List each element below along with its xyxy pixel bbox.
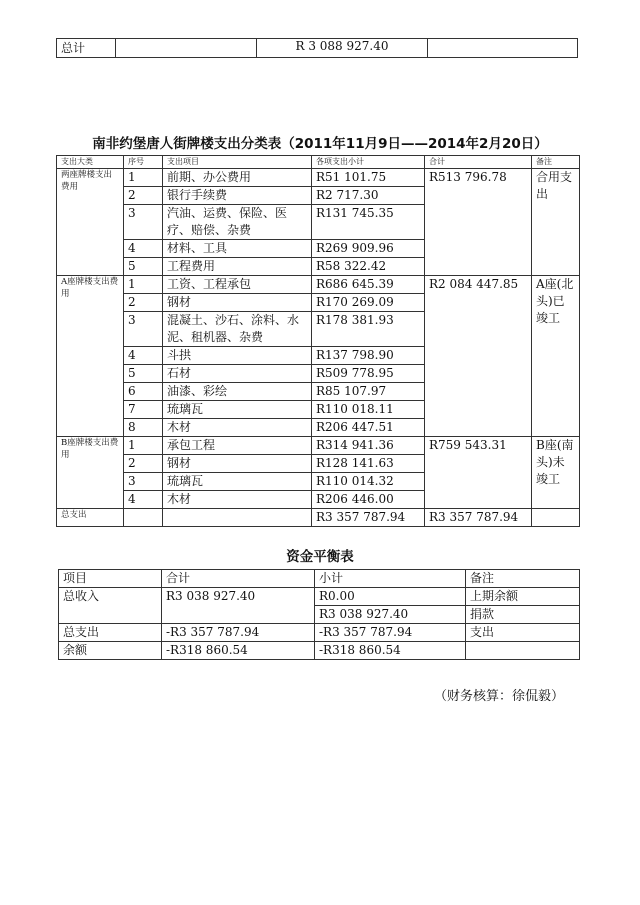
header-cell: 序号 [124, 156, 163, 169]
accountant-signature: （财务核算：徐侃毅） [434, 689, 565, 704]
item-name: 材料、工具 [163, 240, 312, 258]
income-sub-2: R3 038 927.40 [315, 606, 466, 624]
item-name: 钢材 [163, 294, 312, 312]
item-amount: R137 798.90 [312, 347, 425, 365]
item-name: 斗拱 [163, 347, 312, 365]
category-cell: A座牌楼支出费用 [57, 276, 124, 437]
row-number: 4 [124, 491, 163, 509]
table-row [59, 588, 580, 606]
group-total: R2 084 447.85 [425, 276, 532, 437]
item-amount: R686 645.39 [312, 276, 425, 294]
item-amount: R110 014.32 [312, 473, 425, 491]
grand-total-total: R3 357 787.94 [425, 509, 532, 527]
item-amount: R269 909.96 [312, 240, 425, 258]
expense-note: 支出 [466, 624, 580, 642]
header-cell: 备注 [532, 156, 580, 169]
row-number: 3 [124, 473, 163, 491]
expense-sub: -R3 357 787.94 [315, 624, 466, 642]
item-name: 承包工程 [163, 437, 312, 455]
grand-total-label: 总支出 [57, 509, 124, 527]
row-number: 2 [124, 294, 163, 312]
item-name: 银行手续费 [163, 187, 312, 205]
row-number: 4 [124, 240, 163, 258]
item-amount: R170 269.09 [312, 294, 425, 312]
header-cell: 支出项目 [163, 156, 312, 169]
balance-table-title: 资金平衡表 [286, 549, 354, 565]
item-name: 工程费用 [163, 258, 312, 276]
row-number: 1 [124, 276, 163, 294]
row-number: 2 [124, 455, 163, 473]
item-amount: R58 322.42 [312, 258, 425, 276]
header-cell: 各项支出小计 [312, 156, 425, 169]
row-number: 1 [124, 169, 163, 187]
balance-label: 余额 [59, 642, 162, 660]
expense-total: -R3 357 787.94 [162, 624, 315, 642]
expense-category-table [56, 155, 580, 527]
income-sub-1: R0.00 [315, 588, 466, 606]
item-amount: R110 018.11 [312, 401, 425, 419]
row-number: 5 [124, 258, 163, 276]
table-row [57, 437, 580, 455]
category-cell: 两座牌楼支出费用 [57, 169, 124, 276]
item-amount: R314 941.36 [312, 437, 425, 455]
row-number: 8 [124, 419, 163, 437]
total-summary-table [56, 38, 578, 58]
total-value: R 3 088 927.40 [257, 39, 428, 58]
table-row [57, 276, 580, 294]
empty-cell [163, 509, 312, 527]
group-note: B座(南头)未竣工 [532, 437, 580, 509]
row-number: 3 [124, 312, 163, 347]
item-name: 钢材 [163, 455, 312, 473]
fund-balance-table [58, 569, 580, 660]
item-name: 琉璃瓦 [163, 473, 312, 491]
balance-note [466, 642, 580, 660]
group-note: 合用支出 [532, 169, 580, 276]
income-total: R3 038 927.40 [162, 588, 315, 624]
item-amount: R2 717.30 [312, 187, 425, 205]
header-note: 备注 [466, 570, 580, 588]
item-name: 琉璃瓦 [163, 401, 312, 419]
item-name: 混凝土、沙石、涂料、水泥、租机器、杂费 [163, 312, 312, 347]
item-name: 工资、工程承包 [163, 276, 312, 294]
table-row [59, 624, 580, 642]
item-amount: R206 447.51 [312, 419, 425, 437]
item-amount: R51 101.75 [312, 169, 425, 187]
empty-cell [116, 39, 257, 58]
grand-total-row [57, 509, 580, 527]
header-subtotal: 小计 [315, 570, 466, 588]
header-cell: 支出大类 [57, 156, 124, 169]
row-number: 2 [124, 187, 163, 205]
table-header-row [59, 570, 580, 588]
empty-cell [532, 509, 580, 527]
row-number: 4 [124, 347, 163, 365]
income-label: 总收入 [59, 588, 162, 624]
item-amount: R178 381.93 [312, 312, 425, 347]
empty-cell [124, 509, 163, 527]
row-number: 1 [124, 437, 163, 455]
row-number: 5 [124, 365, 163, 383]
header-total: 合计 [162, 570, 315, 588]
row-number: 6 [124, 383, 163, 401]
balance-total: -R318 860.54 [162, 642, 315, 660]
item-name: 汽油、运费、保险、医疗、赔偿、杂费 [163, 205, 312, 240]
category-cell: B座牌楼支出费用 [57, 437, 124, 509]
item-name: 石材 [163, 365, 312, 383]
item-amount: R131 745.35 [312, 205, 425, 240]
item-name: 油漆、彩绘 [163, 383, 312, 401]
group-note: A座(北头)已竣工 [532, 276, 580, 437]
item-amount: R206 446.00 [312, 491, 425, 509]
income-note-1: 上期余额 [466, 588, 580, 606]
balance-sub: -R318 860.54 [315, 642, 466, 660]
table-header-row [57, 156, 580, 169]
item-name: 木材 [163, 419, 312, 437]
expense-label: 总支出 [59, 624, 162, 642]
total-label: 总计 [57, 39, 116, 58]
empty-cell [428, 39, 578, 58]
item-name: 前期、办公费用 [163, 169, 312, 187]
item-amount: R509 778.95 [312, 365, 425, 383]
row-number: 7 [124, 401, 163, 419]
table-row [59, 642, 580, 660]
income-note-2: 捐款 [466, 606, 580, 624]
row-number: 3 [124, 205, 163, 240]
header-cell: 合计 [425, 156, 532, 169]
item-amount: R85 107.97 [312, 383, 425, 401]
table-row [57, 169, 580, 187]
group-total: R513 796.78 [425, 169, 532, 276]
header-item: 项目 [59, 570, 162, 588]
item-name: 木材 [163, 491, 312, 509]
grand-total-subtotal: R3 357 787.94 [312, 509, 425, 527]
table-row [57, 39, 578, 58]
group-total: R759 543.31 [425, 437, 532, 509]
item-amount: R128 141.63 [312, 455, 425, 473]
category-table-title: 南非约堡唐人街牌楼支出分类表（2011年11月9日——2014年2月20日） [92, 136, 548, 152]
